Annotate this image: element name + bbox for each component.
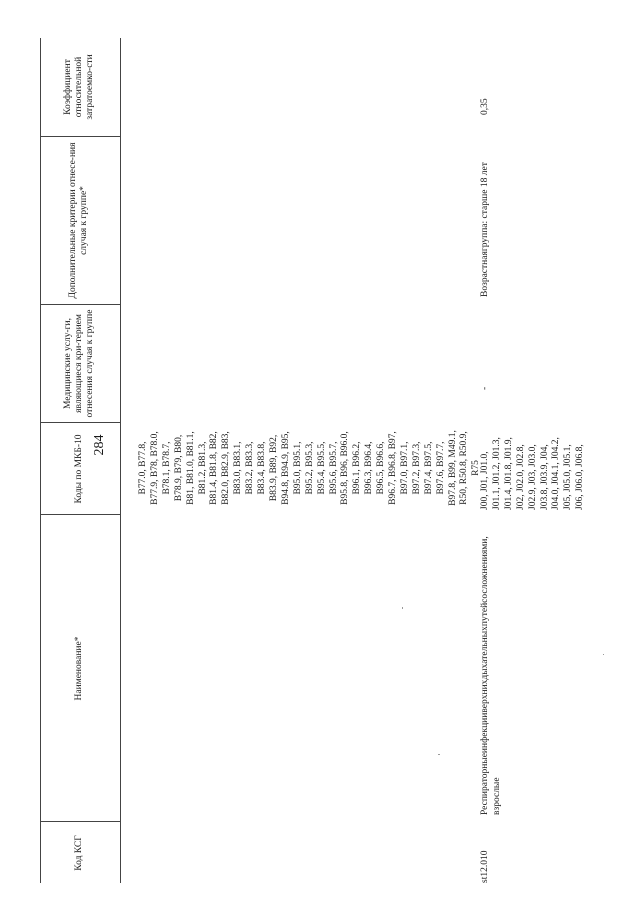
- icd-code-line: B95.8, B96, B96.0,: [340, 431, 351, 505]
- icd-code-line: B83.4, B83.8,: [257, 441, 268, 495]
- icd-code-line: B83.2, B83.3,: [245, 441, 256, 495]
- icd-code-line: J01.1, J01.2, J01.3,: [491, 437, 502, 510]
- icd-code-line: J05, J05.0, J05.1,: [563, 444, 574, 510]
- icd-code-line: B82.0, B82.9, B83,: [221, 431, 232, 505]
- icd-code-line: B81.4, B81.8, B82,: [209, 431, 220, 505]
- medical-services: -: [480, 386, 490, 390]
- icd-code-line: B97.6, B97.7,: [435, 441, 446, 495]
- column-header-coefficient: Коэффициент относительной затратоемко-сти: [62, 54, 95, 120]
- cost-coefficient: 0,35: [480, 98, 490, 115]
- icd-code-line: J03.8, J03.9, J04,: [539, 444, 550, 510]
- icd-code-line: B94.8, B94.9, B95,: [280, 431, 291, 505]
- column-header-name: Наименование*: [73, 636, 84, 701]
- scan-speck: [438, 754, 440, 755]
- header-bottom-rule: [120, 38, 121, 883]
- column-divider: [40, 304, 120, 305]
- icd-code-line: B83.0, B83.1,: [233, 441, 244, 495]
- icd-code-line: J02.9, J03, J03.0,: [527, 444, 538, 510]
- column-divider: [40, 821, 120, 822]
- icd-code-line: B77.0, B77.8,: [138, 441, 148, 495]
- icd-code-line: J01.4, J01.8, J01.9,: [503, 437, 514, 510]
- ksg-code: st12.010: [480, 850, 490, 883]
- icd-code-line: B97.0, B97.1,: [399, 441, 410, 495]
- icd-code-line: R75: [471, 460, 482, 476]
- icd-code-line: B95.4, B95.5,: [316, 441, 327, 495]
- column-divider: [40, 422, 120, 423]
- column-header-services: Медицинские услу-ги, являющиеся кри-терием отнесения случая к группе: [62, 309, 95, 418]
- icd-code-line: B83.9, B89, B92,: [268, 434, 279, 502]
- scan-speck: [603, 654, 604, 655]
- column-header-code: Код КСГ: [73, 835, 84, 871]
- column-divider: [40, 514, 120, 515]
- icd-code-line: B77.9, B78, B78.0,: [149, 431, 160, 505]
- icd-code-line: B96.1, B96.2,: [352, 441, 363, 495]
- icd-code-line: B97.8, B99, M49.1,: [447, 430, 458, 506]
- icd-code-line: B95.6, B95.7,: [328, 441, 339, 495]
- scan-speck: [402, 607, 403, 609]
- icd-code-line: B81.2, B81.3,: [197, 441, 208, 495]
- page-number: 284: [92, 434, 107, 456]
- icd-code-list: [480, 426, 587, 510]
- icd-code-line: B78.9, B79, B80,: [173, 434, 184, 502]
- column-divider: [40, 136, 120, 137]
- icd-code-line: B96.5, B96.6,: [376, 441, 387, 495]
- icd-code-line: J00, J01, J01.0,: [480, 451, 490, 510]
- icd-code-line: B95.2, B95.3,: [304, 441, 315, 495]
- icd-code-line: B95.0, B95.1,: [292, 441, 303, 495]
- icd-code-line: B78.1, B78.7,: [161, 441, 172, 495]
- column-header-criteria: Дополнительные критерии отнесе-ния случая к группе*: [68, 142, 89, 299]
- icd-code-line: J02, J02.0, J02.8,: [515, 444, 526, 510]
- icd-code-line: B96.7, B96.8, B97,: [388, 431, 399, 505]
- icd-code-line: R50, R50.8, R50.9,: [459, 431, 470, 505]
- ksg-name: Респираторныеинфекцииверхнихдыхательныхпутейсосложнениями, взрослые: [480, 536, 502, 815]
- icd-code-line: B96.3, B96.4,: [364, 441, 375, 495]
- icd-code-line: J06, J06.0, J06.8,: [575, 444, 586, 510]
- icd-code-line: J04.0, J04.1, J04.2,: [551, 437, 562, 510]
- icd-code-line: B97.2, B97.3,: [411, 441, 422, 495]
- icd-code-line: B97.4, B97.5,: [423, 441, 434, 495]
- icd-code-line: B81, B81.0, B81.1,: [185, 431, 196, 505]
- column-header-icd: Коды по МКБ-10: [73, 434, 84, 504]
- additional-criteria: Возрастнаягруппа: старше 18 лет: [480, 162, 490, 297]
- icd-code-list: [138, 426, 483, 510]
- header-top-rule: [40, 38, 41, 883]
